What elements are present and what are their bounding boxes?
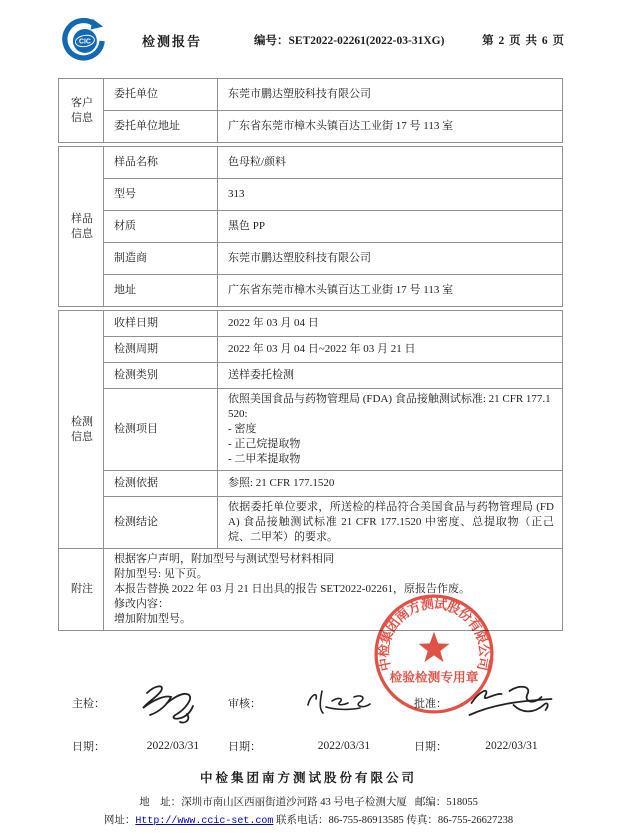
phone-value: 86-755-86913585 xyxy=(328,815,404,826)
field-value: 2022 年 03 月 04 日~2022 年 03 月 21 日 xyxy=(218,337,563,363)
page-indicator: 第 2 页 共 6 页 xyxy=(482,35,565,47)
table-row xyxy=(59,243,563,275)
field-value: 色母粒/颜料 xyxy=(218,147,563,179)
fax-value: 86-755-26627238 xyxy=(437,815,514,826)
field-label: 检测结论 xyxy=(104,497,218,549)
report-body xyxy=(58,78,563,634)
field-label: 材质 xyxy=(104,211,218,243)
table-row xyxy=(59,549,563,631)
notes-content: 根据客户声明，附加型号与测试型号材料相同 附加型号: 见下页。 本报告替换 2022 年 03 月 21 日出具的报告 SET2022-02261，原报告作废。 修改内容： 增加附加型号。 xyxy=(104,549,563,631)
website-label: 网址： xyxy=(103,815,136,826)
date-value: 2022/03/31 xyxy=(485,740,538,752)
date-label: 日期： xyxy=(72,741,105,753)
section-label-sample: 样品信息 xyxy=(59,147,104,307)
address-value: 深圳市南山区西丽街道沙河路 43 号电子检测大厦 xyxy=(181,797,407,808)
stamp-center-text: 检验检测专用章 xyxy=(389,670,479,685)
report-number-value: SET2022-02261(2022-03-31XG) xyxy=(288,35,445,47)
fax-label: 传真： xyxy=(406,815,438,826)
date-label: 日期： xyxy=(228,741,261,753)
table-row xyxy=(59,275,563,307)
role-label-reviewer: 审核： xyxy=(228,698,261,710)
field-value: 东莞市鹏达塑胶科技有限公司 xyxy=(218,79,563,111)
report-header xyxy=(60,14,565,66)
field-label: 检测类别 xyxy=(104,363,218,389)
role-label-approver: 批准： xyxy=(414,698,447,710)
field-value: 参照: 21 CFR 177.1520 xyxy=(218,471,563,497)
field-label: 委托单位地址 xyxy=(104,111,218,143)
field-label: 地址 xyxy=(104,275,218,307)
section-label-test: 检测信息 xyxy=(59,311,104,549)
report-number-label: 编号： xyxy=(254,35,289,47)
date-value: 2022/03/31 xyxy=(317,740,371,752)
section-label-notes: 附注 xyxy=(59,549,104,631)
field-label: 收样日期 xyxy=(104,311,218,337)
signature-block xyxy=(58,678,563,754)
table-row xyxy=(59,337,563,363)
report-footer xyxy=(0,768,617,827)
field-label: 型号 xyxy=(104,179,218,211)
table-row xyxy=(59,147,563,179)
table-row xyxy=(59,471,563,497)
field-label: 检测依据 xyxy=(104,471,218,497)
signature-approver xyxy=(460,679,563,727)
signature-reviewer xyxy=(274,679,414,727)
field-value: 313 xyxy=(218,179,563,211)
field-value: 2022 年 03 月 04 日 xyxy=(218,311,563,337)
report-number xyxy=(254,32,444,48)
field-value: 依照美国食品与药物管理局 (FDA) 食品接触测试标准: 21 CFR 177.1520: - 密度 - 正己烷提取物 - 二甲苯提取物 xyxy=(218,389,563,471)
table-row xyxy=(59,211,563,243)
table-row xyxy=(59,363,563,389)
field-value: 黑色 PP xyxy=(218,211,563,243)
notes-table xyxy=(58,548,563,631)
company-name: 中检集团南方测试股份有限公司 xyxy=(199,771,417,785)
sample-info-table xyxy=(58,146,563,307)
section-label-customer: 客户信息 xyxy=(59,79,104,143)
table-row xyxy=(59,389,563,471)
postcode-value: 518055 xyxy=(446,797,478,808)
website-link[interactable]: Http://www.ccic-set.com xyxy=(135,816,274,827)
postcode-label: 邮编： xyxy=(414,797,447,808)
field-value: 送样委托检测 xyxy=(218,363,563,389)
ccic-logo-icon xyxy=(60,17,106,63)
field-value: 依据委托单位要求，所送检的样品符合美国食品与药物管理局 (FDA) 食品接触测试标准 21 CFR 177.1520 中密度、总提取物（正己烷、二甲苯）的要求。 xyxy=(218,497,563,549)
field-label: 检测周期 xyxy=(104,337,218,363)
role-label-chief-inspector: 主检： xyxy=(72,698,105,710)
field-label: 委托单位 xyxy=(104,79,218,111)
report-title: 检测报告 xyxy=(142,33,203,49)
signature-chief-inspector xyxy=(118,679,228,727)
test-info-table xyxy=(58,310,563,549)
contact-line xyxy=(0,812,617,827)
field-value: 广东省东莞市樟木头镇百达工业街 17 号 113 室 xyxy=(218,275,563,307)
table-row xyxy=(59,311,563,337)
phone-label: 联系电话： xyxy=(276,815,329,826)
table-row xyxy=(59,111,563,143)
date-label: 日期： xyxy=(414,741,447,753)
logo-text: CIC xyxy=(78,38,91,46)
field-value: 广东省东莞市樟木头镇百达工业街 17 号 113 室 xyxy=(218,111,563,143)
address-line xyxy=(0,794,617,809)
stamp-ring-text: 中检集团南方测试股份有限公司 xyxy=(375,595,493,673)
table-row xyxy=(59,79,563,111)
field-label: 检测项目 xyxy=(104,389,218,471)
table-row xyxy=(59,179,563,211)
field-value: 东莞市鹏达塑胶科技有限公司 xyxy=(218,243,563,275)
table-row xyxy=(59,497,563,549)
date-value: 2022/03/31 xyxy=(146,740,200,752)
customer-info-table xyxy=(58,78,563,143)
stamp-star-icon xyxy=(419,632,450,662)
field-label: 制造商 xyxy=(104,243,218,275)
address-label: 地 址： xyxy=(139,797,182,808)
field-label: 样品名称 xyxy=(104,147,218,179)
